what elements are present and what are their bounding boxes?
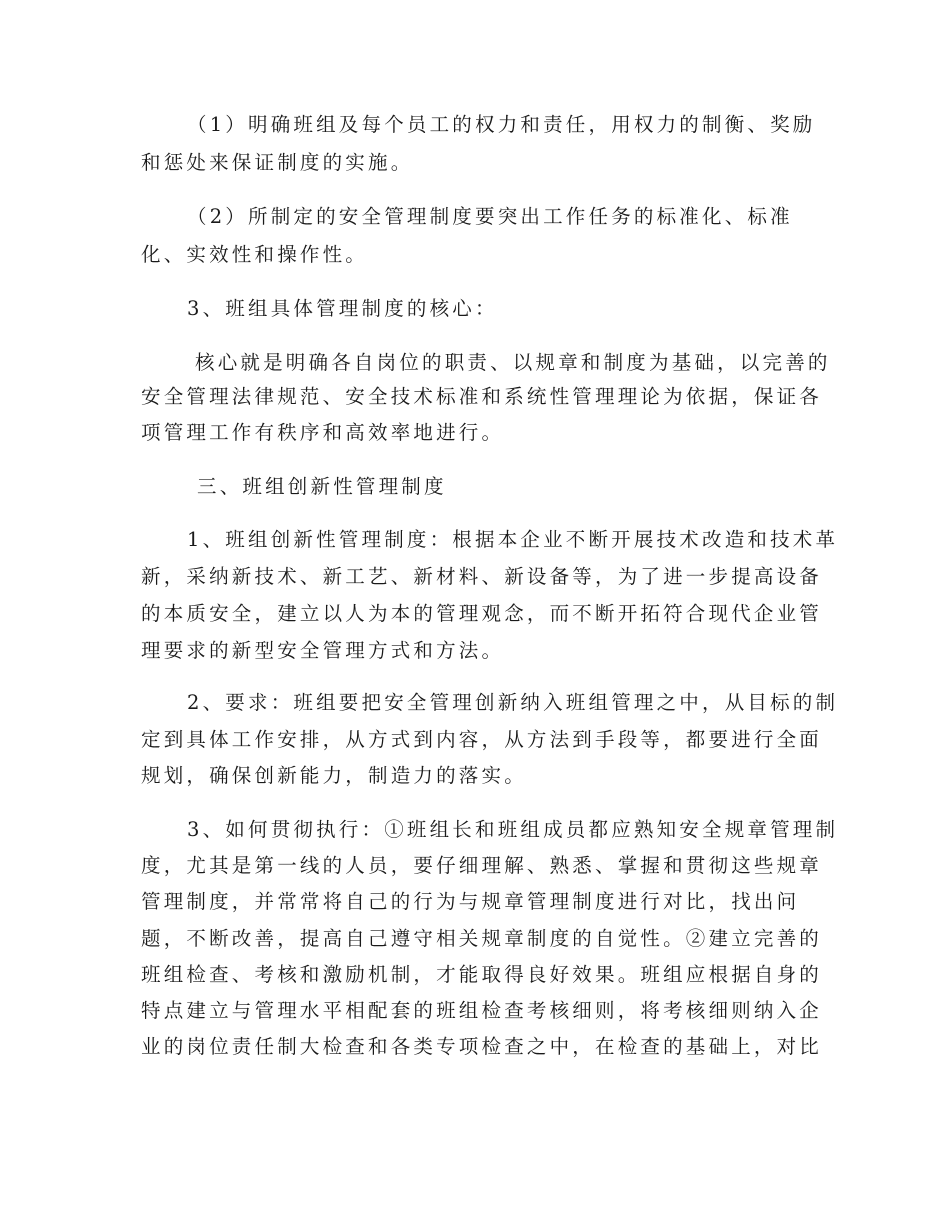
paragraph-line: （2）所制定的安全管理制度要突出工作任务的标准化、标准 — [187, 205, 793, 228]
paragraph-line: 定到具体工作安排，从方式到内容，从方法到手段等，都要进行全面 — [141, 728, 823, 751]
paragraph-line: 班组检查、考核和激励机制，才能取得良好效果。班组应根据自身的 — [141, 963, 823, 986]
paragraph-line: 核心就是明确各自岗位的职责、以规章和制度为基础，以完善的 — [195, 351, 831, 374]
paragraph-line: 1、班组创新性管理制度：根据本企业不断开展技术改造和技术革 — [187, 528, 839, 551]
paragraph-line: 管理制度，并常常将自己的行为与规章管理制度进行对比，找出问 — [141, 890, 800, 913]
paragraph-line: 特点建立与管理水平相配套的班组检查考核细则，将考核细则纳入企 — [141, 999, 823, 1022]
paragraph-line: （1）明确班组及每个员工的权力和责任，用权力的制衡、奖励 — [187, 113, 816, 136]
paragraph-line: 题，不断改善，提高自己遵守相关规章制度的自觉性。②建立完善的 — [141, 927, 823, 950]
paragraph-line: 新，采纳新技术、新工艺、新材料、新设备等，为了进一步提高设备 — [141, 565, 823, 588]
paragraph-line: 业的岗位责任制大检查和各类专项检查之中，在检查的基础上，对比 — [141, 1035, 823, 1058]
paragraph-line: 的本质安全，建立以人为本的管理观念，而不断开拓符合现代企业管 — [141, 602, 823, 625]
paragraph-line: 3、如何贯彻执行：①班组长和班组成员都应熟知安全规章管理制 — [187, 818, 839, 841]
paragraph-line: 规划，确保创新能力，制造力的落实。 — [141, 764, 527, 787]
paragraph-line: 项管理工作有秩序和高效率地进行。 — [141, 421, 505, 444]
section-heading: 三、班组创新性管理制度 — [197, 475, 447, 498]
paragraph-line: 2、要求：班组要把安全管理创新纳入班组管理之中，从目标的制 — [187, 691, 839, 714]
paragraph-line: 和惩处来保证制度的实施。 — [141, 151, 414, 174]
paragraph-line: 理要求的新型安全管理方式和方法。 — [141, 639, 505, 662]
subheading: 3、班组具体管理制度的核心： — [187, 297, 498, 320]
paragraph-line: 化、实效性和操作性。 — [141, 243, 369, 266]
paragraph-line: 度，尤其是第一线的人员，要仔细理解、熟悉、掌握和贯彻这些规章 — [141, 854, 823, 877]
paragraph-line: 安全管理法律规范、安全技术标准和系统性管理理论为依据，保证各 — [141, 385, 823, 408]
